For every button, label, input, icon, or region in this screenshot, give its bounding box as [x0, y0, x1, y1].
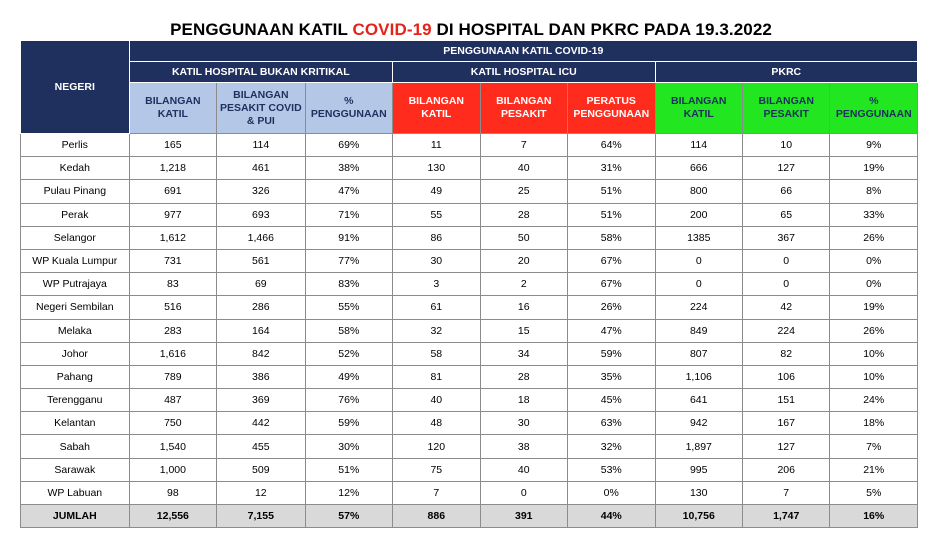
- cell-nc-pct: 76%: [305, 389, 392, 412]
- cell-icu-pct: 47%: [568, 319, 655, 342]
- cell-icu-beds: 58: [393, 342, 480, 365]
- cell-pkrc-beds: 800: [655, 180, 742, 203]
- cell-pkrc-beds: 995: [655, 458, 742, 481]
- cell-pkrc-pct: 9%: [830, 134, 918, 157]
- cell-nc-beds: 487: [129, 389, 216, 412]
- cell-nc-patients: 842: [217, 342, 305, 365]
- cell-nc-patients: 461: [217, 157, 305, 180]
- cell-pkrc-patients: 1,747: [742, 505, 829, 528]
- cell-nc-patients: 286: [217, 296, 305, 319]
- cell-nc-patients: 114: [217, 134, 305, 157]
- cell-icu-patients: 25: [480, 180, 567, 203]
- cell-nc-pct: 49%: [305, 365, 392, 388]
- cell-icu-patients: 18: [480, 389, 567, 412]
- table-row: [21, 203, 918, 226]
- cell-icu-beds: 130: [393, 157, 480, 180]
- cell-nc-patients: 693: [217, 203, 305, 226]
- cell-pkrc-beds: 0: [655, 273, 742, 296]
- cell-icu-patients: 28: [480, 203, 567, 226]
- header-icu-pct: PERATUS PENGGUNAAN: [568, 83, 655, 134]
- cell-nc-pct: 57%: [305, 505, 392, 528]
- cell-nc-pct: 38%: [305, 157, 392, 180]
- cell-state: Selangor: [21, 226, 130, 249]
- cell-pkrc-pct: 0%: [830, 273, 918, 296]
- cell-pkrc-beds: 666: [655, 157, 742, 180]
- title-highlight: COVID-19: [352, 20, 432, 39]
- cell-icu-patients: 16: [480, 296, 567, 319]
- cell-icu-pct: 63%: [568, 412, 655, 435]
- cell-icu-beds: 3: [393, 273, 480, 296]
- cell-nc-patients: 1,466: [217, 226, 305, 249]
- table-row: [21, 273, 918, 296]
- cell-icu-pct: 67%: [568, 273, 655, 296]
- cell-nc-pct: 12%: [305, 481, 392, 504]
- cell-nc-beds: 516: [129, 296, 216, 319]
- cell-pkrc-patients: 66: [742, 180, 829, 203]
- cell-pkrc-beds: 200: [655, 203, 742, 226]
- cell-pkrc-beds: 114: [655, 134, 742, 157]
- cell-nc-beds: 1,612: [129, 226, 216, 249]
- header-pkrc-patients: BILANGAN PESAKIT: [742, 83, 829, 134]
- table-row: [21, 319, 918, 342]
- table-row: [21, 458, 918, 481]
- header-nc-pct: % PENGGUNAAN: [305, 83, 392, 134]
- cell-nc-pct: 77%: [305, 249, 392, 272]
- cell-pkrc-pct: 7%: [830, 435, 918, 458]
- cell-nc-patients: 7,155: [217, 505, 305, 528]
- cell-nc-patients: 442: [217, 412, 305, 435]
- table-body: [21, 134, 918, 528]
- cell-state: Pulau Pinang: [21, 180, 130, 203]
- cell-nc-pct: 69%: [305, 134, 392, 157]
- cell-nc-patients: 326: [217, 180, 305, 203]
- table-row: [21, 226, 918, 249]
- cell-pkrc-pct: 0%: [830, 249, 918, 272]
- cell-icu-patients: 391: [480, 505, 567, 528]
- cell-pkrc-pct: 5%: [830, 481, 918, 504]
- cell-nc-beds: 691: [129, 180, 216, 203]
- cell-state: WP Labuan: [21, 481, 130, 504]
- cell-icu-patients: 7: [480, 134, 567, 157]
- cell-pkrc-beds: 1,897: [655, 435, 742, 458]
- cell-nc-beds: 1,616: [129, 342, 216, 365]
- cell-icu-patients: 0: [480, 481, 567, 504]
- bed-usage-table: [20, 40, 918, 528]
- header-pkrc-beds: BILANGAN KATIL: [655, 83, 742, 134]
- cell-pkrc-patients: 42: [742, 296, 829, 319]
- cell-icu-patients: 15: [480, 319, 567, 342]
- cell-pkrc-pct: 10%: [830, 342, 918, 365]
- cell-icu-patients: 34: [480, 342, 567, 365]
- cell-state: JUMLAH: [21, 505, 130, 528]
- total-row: [21, 505, 918, 528]
- table-row: [21, 157, 918, 180]
- header-nc-patients: BILANGAN PESAKIT COVID & PUI: [217, 83, 305, 134]
- cell-icu-beds: 55: [393, 203, 480, 226]
- header-pkrc-pct: % PENGGUNAAN: [830, 83, 918, 134]
- cell-nc-pct: 71%: [305, 203, 392, 226]
- cell-pkrc-pct: 24%: [830, 389, 918, 412]
- cell-pkrc-patients: 10: [742, 134, 829, 157]
- cell-nc-beds: 98: [129, 481, 216, 504]
- cell-nc-beds: 1,000: [129, 458, 216, 481]
- cell-nc-beds: 977: [129, 203, 216, 226]
- table-row: [21, 365, 918, 388]
- header-icu-beds: BILANGAN KATIL: [393, 83, 480, 134]
- cell-icu-beds: 86: [393, 226, 480, 249]
- cell-state: WP Kuala Lumpur: [21, 249, 130, 272]
- cell-pkrc-beds: 849: [655, 319, 742, 342]
- cell-icu-patients: 38: [480, 435, 567, 458]
- cell-state: Sarawak: [21, 458, 130, 481]
- cell-icu-patients: 40: [480, 157, 567, 180]
- cell-icu-beds: 75: [393, 458, 480, 481]
- cell-icu-pct: 45%: [568, 389, 655, 412]
- cell-pkrc-beds: 0: [655, 249, 742, 272]
- cell-pkrc-beds: 1,106: [655, 365, 742, 388]
- cell-icu-beds: 120: [393, 435, 480, 458]
- cell-nc-pct: 52%: [305, 342, 392, 365]
- cell-icu-beds: 49: [393, 180, 480, 203]
- cell-icu-beds: 7: [393, 481, 480, 504]
- cell-pkrc-patients: 106: [742, 365, 829, 388]
- cell-state: Melaka: [21, 319, 130, 342]
- table-row: [21, 412, 918, 435]
- header-group-pkrc: PKRC: [655, 62, 918, 83]
- cell-pkrc-patients: 127: [742, 157, 829, 180]
- cell-pkrc-patients: 7: [742, 481, 829, 504]
- title-part1: PENGGUNAAN KATIL: [170, 20, 353, 39]
- header-nc-beds: BILANGAN KATIL: [129, 83, 216, 134]
- cell-nc-pct: 51%: [305, 458, 392, 481]
- cell-nc-beds: 283: [129, 319, 216, 342]
- header-icu-patients: BILANGAN PESAKIT: [480, 83, 567, 134]
- cell-pkrc-patients: 0: [742, 249, 829, 272]
- header-group-non-critical: KATIL HOSPITAL BUKAN KRITIKAL: [129, 62, 392, 83]
- cell-icu-pct: 0%: [568, 481, 655, 504]
- cell-pkrc-pct: 19%: [830, 157, 918, 180]
- table-row: [21, 249, 918, 272]
- cell-pkrc-pct: 33%: [830, 203, 918, 226]
- table-row: [21, 180, 918, 203]
- cell-nc-patients: 164: [217, 319, 305, 342]
- cell-icu-pct: 35%: [568, 365, 655, 388]
- cell-nc-pct: 55%: [305, 296, 392, 319]
- cell-nc-patients: 455: [217, 435, 305, 458]
- cell-icu-pct: 58%: [568, 226, 655, 249]
- cell-nc-beds: 12,556: [129, 505, 216, 528]
- title-part2: DI HOSPITAL DAN PKRC PADA 19.3.2022: [431, 20, 772, 39]
- cell-pkrc-patients: 151: [742, 389, 829, 412]
- cell-nc-beds: 1,218: [129, 157, 216, 180]
- cell-nc-beds: 165: [129, 134, 216, 157]
- cell-pkrc-patients: 224: [742, 319, 829, 342]
- cell-icu-pct: 64%: [568, 134, 655, 157]
- table-row: [21, 435, 918, 458]
- cell-nc-patients: 12: [217, 481, 305, 504]
- cell-icu-patients: 28: [480, 365, 567, 388]
- cell-pkrc-pct: 26%: [830, 226, 918, 249]
- cell-pkrc-patients: 127: [742, 435, 829, 458]
- cell-nc-pct: 83%: [305, 273, 392, 296]
- cell-state: Sabah: [21, 435, 130, 458]
- cell-icu-beds: 81: [393, 365, 480, 388]
- table-row: [21, 296, 918, 319]
- cell-nc-patients: 369: [217, 389, 305, 412]
- cell-pkrc-patients: 65: [742, 203, 829, 226]
- cell-nc-beds: 1,540: [129, 435, 216, 458]
- cell-pkrc-pct: 18%: [830, 412, 918, 435]
- cell-pkrc-pct: 8%: [830, 180, 918, 203]
- cell-icu-patients: 20: [480, 249, 567, 272]
- header-negeri: NEGERI: [21, 41, 130, 134]
- cell-state: Johor: [21, 342, 130, 365]
- cell-nc-pct: 91%: [305, 226, 392, 249]
- cell-icu-pct: 31%: [568, 157, 655, 180]
- cell-pkrc-pct: 16%: [830, 505, 918, 528]
- cell-pkrc-beds: 641: [655, 389, 742, 412]
- cell-pkrc-pct: 19%: [830, 296, 918, 319]
- cell-pkrc-patients: 0: [742, 273, 829, 296]
- cell-state: Perlis: [21, 134, 130, 157]
- cell-icu-beds: 32: [393, 319, 480, 342]
- cell-icu-pct: 51%: [568, 203, 655, 226]
- cell-nc-patients: 386: [217, 365, 305, 388]
- cell-icu-pct: 67%: [568, 249, 655, 272]
- cell-nc-patients: 509: [217, 458, 305, 481]
- cell-pkrc-beds: 224: [655, 296, 742, 319]
- cell-nc-patients: 561: [217, 249, 305, 272]
- table-row: [21, 481, 918, 504]
- cell-icu-beds: 11: [393, 134, 480, 157]
- cell-state: Terengganu: [21, 389, 130, 412]
- cell-pkrc-beds: 10,756: [655, 505, 742, 528]
- cell-nc-beds: 83: [129, 273, 216, 296]
- cell-nc-pct: 58%: [305, 319, 392, 342]
- cell-icu-patients: 2: [480, 273, 567, 296]
- cell-pkrc-beds: 942: [655, 412, 742, 435]
- cell-state: Kelantan: [21, 412, 130, 435]
- cell-pkrc-patients: 167: [742, 412, 829, 435]
- cell-icu-beds: 886: [393, 505, 480, 528]
- cell-icu-patients: 30: [480, 412, 567, 435]
- cell-state: Perak: [21, 203, 130, 226]
- cell-icu-pct: 59%: [568, 342, 655, 365]
- cell-state: Negeri Sembilan: [21, 296, 130, 319]
- cell-pkrc-pct: 26%: [830, 319, 918, 342]
- cell-nc-patients: 69: [217, 273, 305, 296]
- cell-icu-patients: 40: [480, 458, 567, 481]
- table-row: [21, 134, 918, 157]
- cell-state: Kedah: [21, 157, 130, 180]
- cell-icu-pct: 44%: [568, 505, 655, 528]
- cell-nc-beds: 789: [129, 365, 216, 388]
- cell-state: WP Putrajaya: [21, 273, 130, 296]
- cell-pkrc-patients: 82: [742, 342, 829, 365]
- table-row: [21, 389, 918, 412]
- cell-nc-pct: 30%: [305, 435, 392, 458]
- cell-nc-beds: 731: [129, 249, 216, 272]
- cell-pkrc-patients: 367: [742, 226, 829, 249]
- cell-icu-beds: 40: [393, 389, 480, 412]
- cell-icu-beds: 30: [393, 249, 480, 272]
- cell-pkrc-pct: 10%: [830, 365, 918, 388]
- cell-pkrc-pct: 21%: [830, 458, 918, 481]
- cell-icu-pct: 26%: [568, 296, 655, 319]
- cell-pkrc-beds: 807: [655, 342, 742, 365]
- page-title: [0, 20, 942, 40]
- cell-pkrc-beds: 1385: [655, 226, 742, 249]
- cell-icu-patients: 50: [480, 226, 567, 249]
- cell-nc-beds: 750: [129, 412, 216, 435]
- cell-nc-pct: 59%: [305, 412, 392, 435]
- cell-pkrc-patients: 206: [742, 458, 829, 481]
- header-top: PENGGUNAAN KATIL COVID-19: [129, 41, 917, 62]
- cell-pkrc-beds: 130: [655, 481, 742, 504]
- cell-icu-beds: 61: [393, 296, 480, 319]
- cell-icu-beds: 48: [393, 412, 480, 435]
- table-row: [21, 342, 918, 365]
- cell-icu-pct: 51%: [568, 180, 655, 203]
- cell-state: Pahang: [21, 365, 130, 388]
- header-group-icu: KATIL HOSPITAL ICU: [393, 62, 655, 83]
- cell-icu-pct: 32%: [568, 435, 655, 458]
- cell-icu-pct: 53%: [568, 458, 655, 481]
- cell-nc-pct: 47%: [305, 180, 392, 203]
